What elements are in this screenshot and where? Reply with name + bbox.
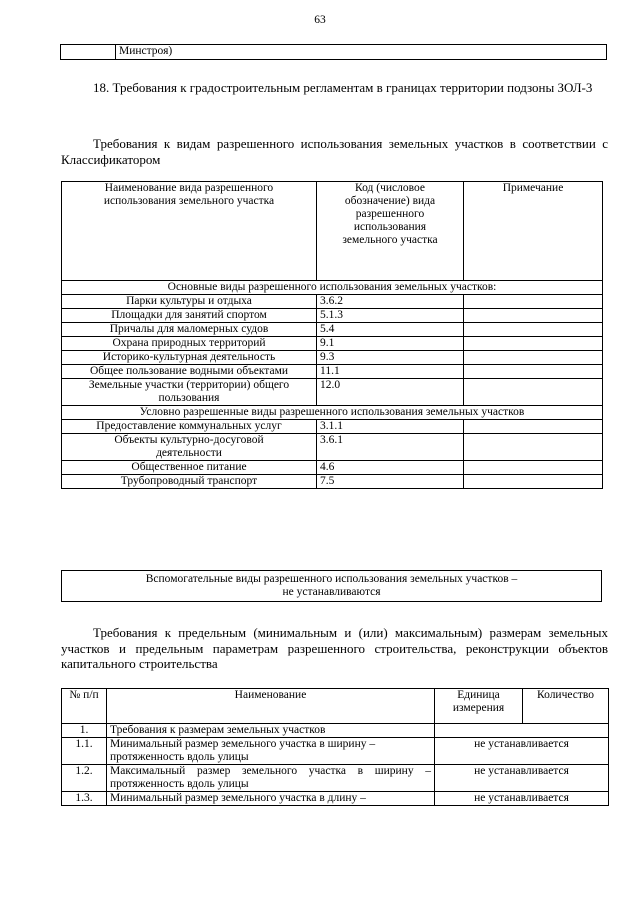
aux-kinds-box — [61, 570, 602, 602]
kinds-intro: Требования к видам разрешенного использования земельных участков в соответствии с Классификатором — [61, 136, 608, 167]
table-row: Парки культуры и отдыха 3.6.2 — [62, 295, 603, 309]
page-number: 63 — [314, 14, 326, 26]
kinds-header-code: Код (числовое обозначение) вида разрешенного использования земельного участка — [317, 182, 464, 281]
table-row: Объекты культурно-досуговой деятельности 3.6.1 — [62, 434, 603, 461]
limits-intro: Требования к предельным (минимальным и (или) максимальным) размерам земельных участков и предельным параметрам разрешенного строительства, реконструкции объектов капитального строительства — [61, 625, 608, 671]
limits-table — [61, 688, 609, 806]
kinds-header-note: Примечание — [464, 182, 603, 281]
main-kinds-title: Основные виды разрешенного использования земельных участков: — [62, 281, 603, 295]
fragment-text: Минстроя) — [116, 45, 607, 60]
limits-header-qty: Количество — [523, 689, 609, 724]
kinds-table — [61, 181, 603, 489]
table-row: Предоставление коммунальных услуг 3.1.1 — [62, 420, 603, 434]
table-row: 1.1. Минимальный размер земельного участка в ширину – протяженность вдоль улицы не устанавливается — [62, 738, 609, 765]
table-row: 1.3. Минимальный размер земельного участка в длину – не устанавливается — [62, 792, 609, 806]
table-row: Историко-культурная деятельность 9.3 — [62, 351, 603, 365]
limits-header-unit: Единица измерения — [435, 689, 523, 724]
table-row: Причалы для маломерных судов 5.4 — [62, 323, 603, 337]
aux-kinds-line1: Вспомогательные виды разрешенного использования земельных участков – — [145, 573, 518, 585]
table-row: Общественное питание 4.6 — [62, 461, 603, 475]
aux-kinds-line2: не устанавливаются — [282, 586, 381, 598]
section-title: 18. Требования к градостроительным регламентам в границах территории подзоны ЗОЛ-3 — [93, 80, 593, 95]
table-row: Площадки для занятий спортом 5.1.3 — [62, 309, 603, 323]
table-row: Охрана природных территорий 9.1 — [62, 337, 603, 351]
table-row: Земельные участки (территории) общего пользования 12.0 — [62, 379, 603, 406]
table-row: 1.2. Максимальный размер земельного участка в ширину – протяженность вдоль улицы не устанавливается — [62, 765, 609, 792]
table-row: Общее пользование водными объектами 11.1 — [62, 365, 603, 379]
limits-header-num: № п/п — [62, 689, 107, 724]
table-row: 1. Требования к размерам земельных участков — [62, 724, 609, 738]
limits-header-name: Наименование — [107, 689, 435, 724]
previous-table-fragment — [60, 44, 607, 60]
kinds-header-name: Наименование вида разрешенного использования земельного участка — [62, 182, 317, 281]
conditional-kinds-title: Условно разрешенные виды разрешенного использования земельных участков — [62, 406, 603, 420]
table-row: Трубопроводный транспорт 7.5 — [62, 475, 603, 489]
